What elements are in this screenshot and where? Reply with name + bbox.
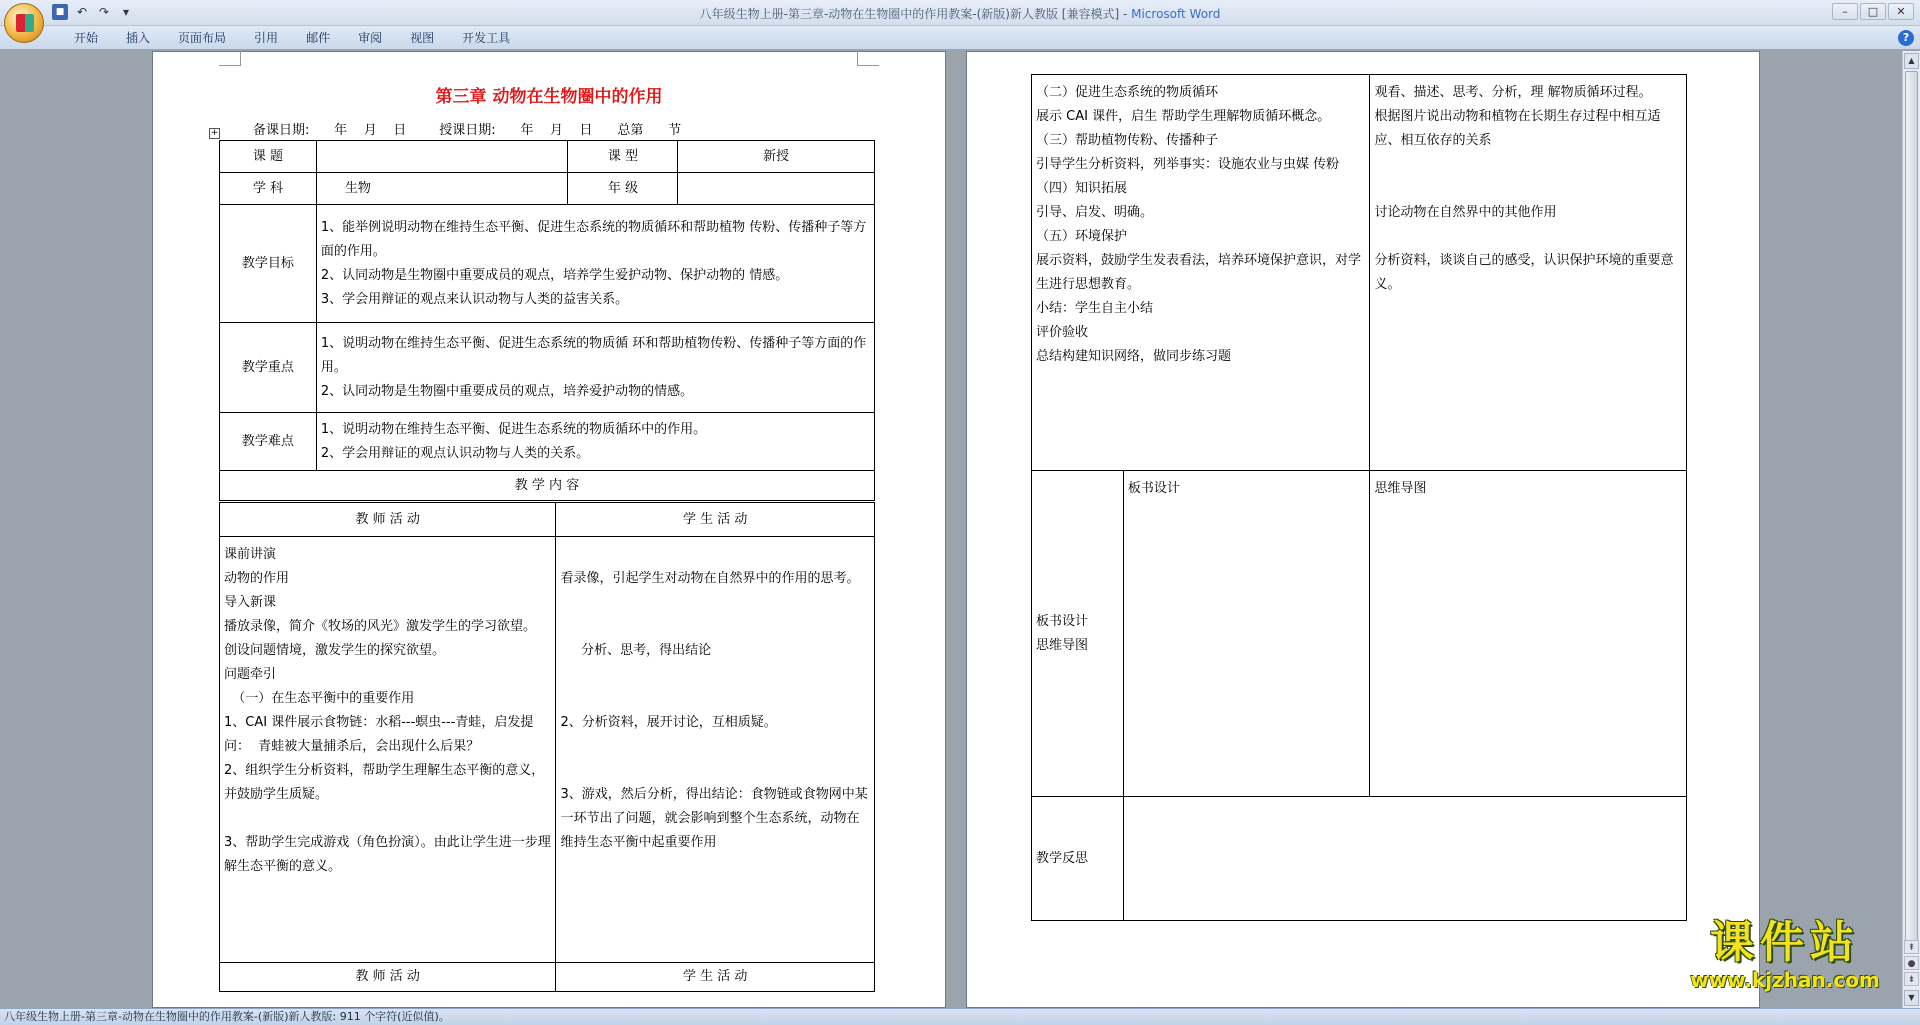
student-activity-line: 2、分析资料，展开讨论，互相质疑。 bbox=[560, 715, 777, 730]
board-label: 板书设计 bbox=[1036, 613, 1089, 629]
grade-value[interactable] bbox=[678, 173, 875, 205]
p2-student-line bbox=[1374, 153, 1682, 177]
p2-teacher-line: （二）促进生态系统的物质循环 bbox=[1036, 85, 1219, 100]
topic-label: 课 题 bbox=[220, 141, 317, 173]
office-button[interactable] bbox=[4, 3, 44, 43]
student-activity-line: 看录像，引起学生对动物在自然界中的作用的思考。 bbox=[560, 571, 860, 586]
difficult-point-item: 1、说明动物在维持生态平衡、促进生态系统的物质循环中的作用。 bbox=[320, 421, 707, 437]
p2-student-line bbox=[1374, 177, 1682, 201]
document-heading: 第三章 动物在生物圈中的作用 bbox=[435, 87, 663, 107]
teacher-activity-line: 播放录像，简介《牧场的风光》激发学生的学习欲望。 bbox=[224, 619, 537, 634]
ribbon-tab[interactable]: 开始 bbox=[74, 31, 99, 45]
student-footer: 学 生 活 动 bbox=[556, 963, 875, 992]
ribbon-tab[interactable]: 审阅 bbox=[358, 31, 383, 45]
watermark-text: 课件站 bbox=[1710, 917, 1860, 968]
p2-teacher-line: 展示 CAI 课件，启生 帮助学生理解物质循环概念。 bbox=[1036, 109, 1331, 124]
teacher-activity-line: 2、组织学生分析资料，帮助学生理解生态平衡的意义，并鼓励学生质疑。 bbox=[224, 763, 545, 802]
help-icon[interactable]: ? bbox=[1898, 30, 1914, 46]
key-point-item: 2、认同动物是生物圈中重要成员的观点，培养爱护动物的情感。 bbox=[320, 383, 694, 399]
office-logo-icon bbox=[16, 14, 34, 32]
reflection-cell[interactable] bbox=[1123, 797, 1686, 921]
student-activity-line bbox=[560, 663, 870, 687]
p2-student-activity-list bbox=[1374, 81, 1682, 297]
close-button[interactable]: ✕ bbox=[1888, 3, 1914, 20]
teacher-activity-line: 问题牵引 bbox=[224, 667, 277, 682]
p2-teacher-line: 小结：学生自主小结 bbox=[1036, 301, 1154, 316]
status-text: 八年级生物上册-第三章-动物在生物圈中的作用教案-(新版)新人教版: 911 个字符(近似值)。 bbox=[4, 1010, 450, 1023]
p2-teacher-line: 引导、启发、明确。 bbox=[1036, 205, 1154, 220]
status-bar bbox=[0, 1008, 1920, 1025]
teacher-activity-list bbox=[224, 543, 551, 879]
board-label-cell bbox=[1032, 471, 1124, 797]
teacher-activity-line: 课前讲演 bbox=[224, 547, 277, 562]
goal-item: 1、能举例说明动物在维持生态平衡、促进生态系统的物质循环和帮助植物 传粉、传播种子等方面的作用。 bbox=[320, 219, 867, 259]
key-points-cell[interactable] bbox=[316, 323, 874, 413]
teacher-footer: 教 师 活 动 bbox=[220, 963, 556, 992]
grade-label: 年 级 bbox=[568, 173, 678, 205]
crop-mark bbox=[219, 51, 241, 66]
difficult-points-cell[interactable] bbox=[316, 413, 874, 471]
teacher-activities-cell[interactable] bbox=[220, 537, 556, 963]
p2-teacher-cell[interactable] bbox=[1032, 75, 1370, 471]
window-title bbox=[0, 5, 1920, 22]
ribbon-tabs bbox=[60, 30, 524, 46]
p2-teacher-activity-list bbox=[1036, 81, 1365, 369]
customize-qat-icon[interactable]: ▾ bbox=[122, 5, 130, 19]
crop-mark bbox=[857, 51, 879, 66]
teacher-activity-line: （一）在生态平衡中的重要作用 bbox=[224, 691, 415, 706]
mind-map-heading: 思维导图 bbox=[1374, 481, 1427, 496]
student-activity-line bbox=[560, 543, 870, 567]
p2-teacher-line: （四）知识拓展 bbox=[1036, 181, 1128, 196]
teacher-activity-header: 教 师 活 动 bbox=[220, 503, 556, 537]
topic-value[interactable] bbox=[316, 141, 568, 173]
student-activity-line bbox=[560, 687, 870, 711]
type-label: 课 型 bbox=[568, 141, 678, 173]
difficult-points-label: 教学难点 bbox=[220, 413, 317, 471]
goals-label: 教学目标 bbox=[220, 205, 317, 323]
key-point-item: 1、说明动物在维持生态平衡、促进生态系统的物质循 环和帮助植物传粉、传播种子等方面的作用。 bbox=[320, 335, 867, 375]
p2-teacher-line: （三）帮助植物传粉、传播种子 bbox=[1036, 133, 1219, 148]
ribbon-tab[interactable]: 视图 bbox=[410, 31, 435, 45]
watermark-url: www.kjzhan.com bbox=[1690, 968, 1880, 992]
ribbon-tab[interactable]: 开发工具 bbox=[462, 31, 511, 45]
content-header: 教 学 内 容 bbox=[220, 471, 875, 501]
student-activity-line bbox=[560, 759, 870, 783]
p2-teacher-line: 总结构建知识网络，做同步练习题 bbox=[1036, 349, 1232, 364]
p2-student-line: 根据图片说出动物和植物在长期生存过程中相互适应、相互依存的关系 bbox=[1374, 109, 1661, 148]
ribbon bbox=[0, 26, 1920, 50]
teacher-activity-line: 导入新课 bbox=[224, 595, 277, 610]
redo-icon[interactable]: ↷ bbox=[98, 5, 110, 19]
page2-table bbox=[1031, 74, 1687, 921]
difficult-point-item: 2、学会用辩证的观点认识动物与人类的关系。 bbox=[320, 445, 590, 461]
title-bar bbox=[0, 0, 1920, 26]
student-activity-line bbox=[560, 615, 870, 639]
activities-table bbox=[219, 502, 875, 992]
ribbon-tab[interactable]: 引用 bbox=[254, 31, 279, 45]
goal-item: 2、认同动物是生物圈中重要成员的观点，培养学生爱护动物、保护动物的 情感。 bbox=[320, 267, 789, 283]
document-workspace bbox=[0, 51, 1902, 1008]
previous-page-icon[interactable]: ⇞ bbox=[1904, 940, 1919, 954]
subject-value[interactable]: 生物 bbox=[316, 173, 568, 205]
student-activity-line: 分析、思考，得出结论 bbox=[560, 643, 712, 658]
page-1 bbox=[152, 51, 946, 1008]
document-title: 八年级生物上册-第三章-动物在生物圈中的作用教案-(新版)新人教版 [兼容模式] - bbox=[699, 7, 1132, 21]
goals-cell[interactable] bbox=[316, 205, 874, 323]
browse-object-icon[interactable]: ● bbox=[1904, 956, 1919, 970]
board-design-heading: 板书设计 bbox=[1127, 481, 1180, 496]
board-design-cell[interactable] bbox=[1123, 471, 1370, 797]
student-activities-cell[interactable] bbox=[556, 537, 875, 963]
student-activity-line bbox=[560, 735, 870, 759]
app-name: Microsoft Word bbox=[1131, 7, 1221, 21]
lesson-plan-table bbox=[219, 140, 875, 501]
page-2 bbox=[966, 51, 1760, 1008]
scroll-thumb[interactable] bbox=[1905, 71, 1918, 951]
student-activity-line: 3、游戏，然后分析，得出结论：食物链或食物网中某一环节出了问题，就会影响到整个生态系统，动物在维持生态平衡中起重要作用 bbox=[560, 787, 868, 850]
next-page-icon[interactable]: ⇟ bbox=[1904, 972, 1919, 986]
scroll-down-icon[interactable]: ▼ bbox=[1904, 990, 1919, 1006]
mind-map-label: 思维导图 bbox=[1036, 637, 1089, 653]
p2-student-line: 讨论动物在自然界中的其他作用 bbox=[1374, 205, 1557, 220]
date-line: 备课日期: 年 月 日 授课日期: 年 月 日 总第 节 bbox=[253, 123, 682, 138]
ribbon-tab[interactable]: 邮件 bbox=[306, 31, 331, 45]
p2-teacher-line: 评价验收 bbox=[1036, 325, 1089, 340]
mind-map-cell[interactable] bbox=[1370, 471, 1687, 797]
type-value[interactable]: 新授 bbox=[678, 141, 875, 173]
teacher-activity-line: 1、CAI 课件展示食物链：水稻---螟虫---青蛙，启发提问： 青蛙被大量捕杀后，会出现什么后果？ bbox=[224, 715, 534, 754]
p2-student-line bbox=[1374, 225, 1682, 249]
p2-teacher-line: 展示资料，鼓励学生发表看法，培养环境保护意识，对学 生进行思想教育。 bbox=[1036, 253, 1366, 292]
reflection-label: 教学反思 bbox=[1032, 797, 1124, 921]
p2-student-line: 分析资料，谈谈自己的感受，认识保护环境的重要意义。 bbox=[1374, 253, 1674, 292]
undo-icon[interactable]: ↶ bbox=[76, 5, 88, 19]
p2-student-cell[interactable] bbox=[1370, 75, 1687, 471]
ribbon-tab[interactable]: 页面布局 bbox=[178, 31, 227, 45]
subject-label: 学 科 bbox=[220, 173, 317, 205]
ribbon-tab[interactable]: 插入 bbox=[126, 31, 151, 45]
save-icon[interactable]: ■ bbox=[52, 4, 68, 20]
teacher-activity-line: 动物的作用 bbox=[224, 571, 290, 586]
student-activity-list bbox=[560, 543, 870, 855]
teacher-activity-line bbox=[224, 807, 551, 831]
teacher-activity-line: 创设问题情境，激发学生的探究欲望。 bbox=[224, 643, 446, 658]
scroll-up-icon[interactable]: ▲ bbox=[1904, 53, 1919, 69]
table-move-handle-icon[interactable]: + bbox=[210, 128, 219, 138]
student-activity-line bbox=[560, 591, 870, 615]
goal-item: 3、学会用辩证的观点来认识动物与人类的益害关系。 bbox=[320, 291, 629, 307]
minimize-button[interactable]: – bbox=[1832, 3, 1858, 20]
watermark-logo bbox=[1665, 918, 1905, 992]
key-points-label: 教学重点 bbox=[220, 323, 317, 413]
p2-teacher-line: （五）环境保护 bbox=[1036, 229, 1128, 244]
p2-teacher-line: 引导学生分析资料，列举事实：设施农业与虫媒 传粉 bbox=[1036, 157, 1340, 172]
vertical-scrollbar[interactable] bbox=[1902, 51, 1920, 1008]
p2-student-line: 观看、描述、思考、分析，理 解物质循环过程。 bbox=[1374, 85, 1652, 100]
window-controls bbox=[1832, 3, 1914, 20]
teacher-activity-line: 3、帮助学生完成游戏（角色扮演）。由此让学生进一步理解生态平衡的意义。 bbox=[224, 835, 551, 874]
student-activity-header: 学 生 活 动 bbox=[556, 503, 875, 537]
maximize-button[interactable]: □ bbox=[1860, 3, 1886, 20]
